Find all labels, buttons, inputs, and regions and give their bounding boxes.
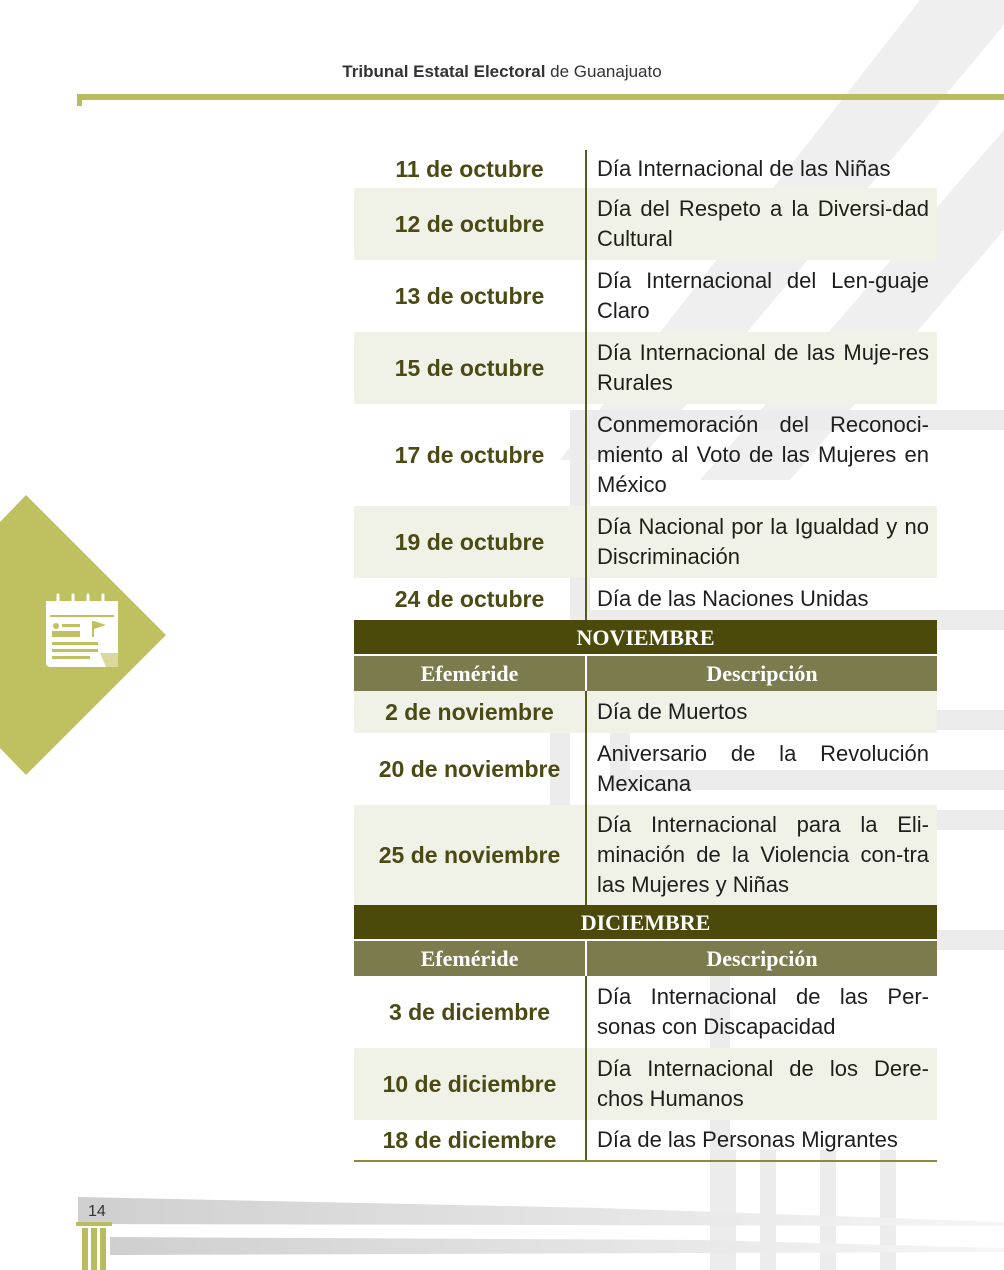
table-row — [354, 332, 937, 404]
row-date: 15 de octubre — [354, 332, 587, 404]
row-description: Día Internacional de las Muje-res Rurales — [597, 340, 929, 395]
table-row — [354, 805, 937, 905]
row-date: 12 de octubre — [354, 188, 587, 260]
row-description: Día del Respeto a la Diversi-dad Cultural — [597, 196, 929, 251]
header-rule — [80, 94, 1004, 100]
table-row — [354, 404, 937, 506]
row-description: Día Nacional por la Igualdad y no Discriminación — [597, 514, 929, 569]
row-description: Día Internacional de los Dere-chos Humanos — [597, 1056, 929, 1111]
header-title-bold: Tribunal Estatal Electoral — [342, 62, 546, 81]
table-row — [354, 260, 937, 332]
row-date: 25 de noviembre — [354, 805, 587, 905]
row-description: Día de Muertos — [597, 699, 748, 724]
table-row — [354, 150, 937, 188]
row-date: 11 de octubre — [354, 150, 587, 188]
column-header-efemeride: Efeméride — [354, 941, 587, 976]
table-row — [354, 578, 937, 620]
table-row — [354, 976, 937, 1048]
efemerides-table — [354, 150, 937, 1162]
table-row — [354, 506, 937, 578]
table-row — [354, 691, 937, 733]
row-description: Día Internacional para la Eli-minación de la Violencia con-tra las Mujeres y Niñas — [597, 812, 929, 897]
column-header-efemeride: Efeméride — [354, 656, 587, 691]
side-badge — [0, 495, 170, 780]
row-date: 10 de diciembre — [354, 1048, 587, 1120]
column-logo — [76, 1222, 112, 1270]
month-header-december: DICIEMBRE — [354, 905, 937, 941]
table-row — [354, 188, 937, 260]
row-date: 2 de noviembre — [354, 691, 587, 733]
row-description: Día de las Personas Migrantes — [597, 1127, 898, 1152]
document-header — [0, 62, 1004, 82]
row-description: Día Internacional de las Niñas — [597, 156, 891, 181]
column-header-descripcion: Descripción — [706, 945, 818, 971]
column-header-row — [354, 941, 937, 976]
row-description: Día de las Naciones Unidas — [597, 586, 869, 611]
row-description: Día Internacional del Len-guaje Claro — [597, 268, 929, 323]
row-date: 19 de octubre — [354, 506, 587, 578]
row-date: 20 de noviembre — [354, 733, 587, 805]
row-date: 13 de octubre — [354, 260, 587, 332]
table-row — [354, 1048, 937, 1120]
row-description: Día Internacional de las Per-sonas con Discapacidad — [597, 984, 929, 1039]
header-rule-tick — [77, 94, 82, 106]
month-header-november: NOVIEMBRE — [354, 620, 937, 656]
row-date: 17 de octubre — [354, 404, 587, 506]
row-date: 24 de octubre — [354, 578, 587, 620]
table-row — [354, 733, 937, 805]
table-row — [354, 1120, 937, 1160]
page-number: 14 — [88, 1203, 106, 1220]
calendar-icon — [46, 595, 118, 667]
row-date: 18 de diciembre — [354, 1120, 587, 1160]
column-header-row — [354, 656, 937, 691]
header-title-rest: de Guanajuato — [545, 62, 662, 81]
row-description: Conmemoración del Reconoci-miento al Voto de las Mujeres en México — [597, 412, 929, 497]
row-description: Aniversario de la Revolución Mexicana — [597, 741, 929, 796]
column-header-descripcion: Descripción — [706, 660, 818, 686]
row-date: 3 de diciembre — [354, 976, 587, 1048]
